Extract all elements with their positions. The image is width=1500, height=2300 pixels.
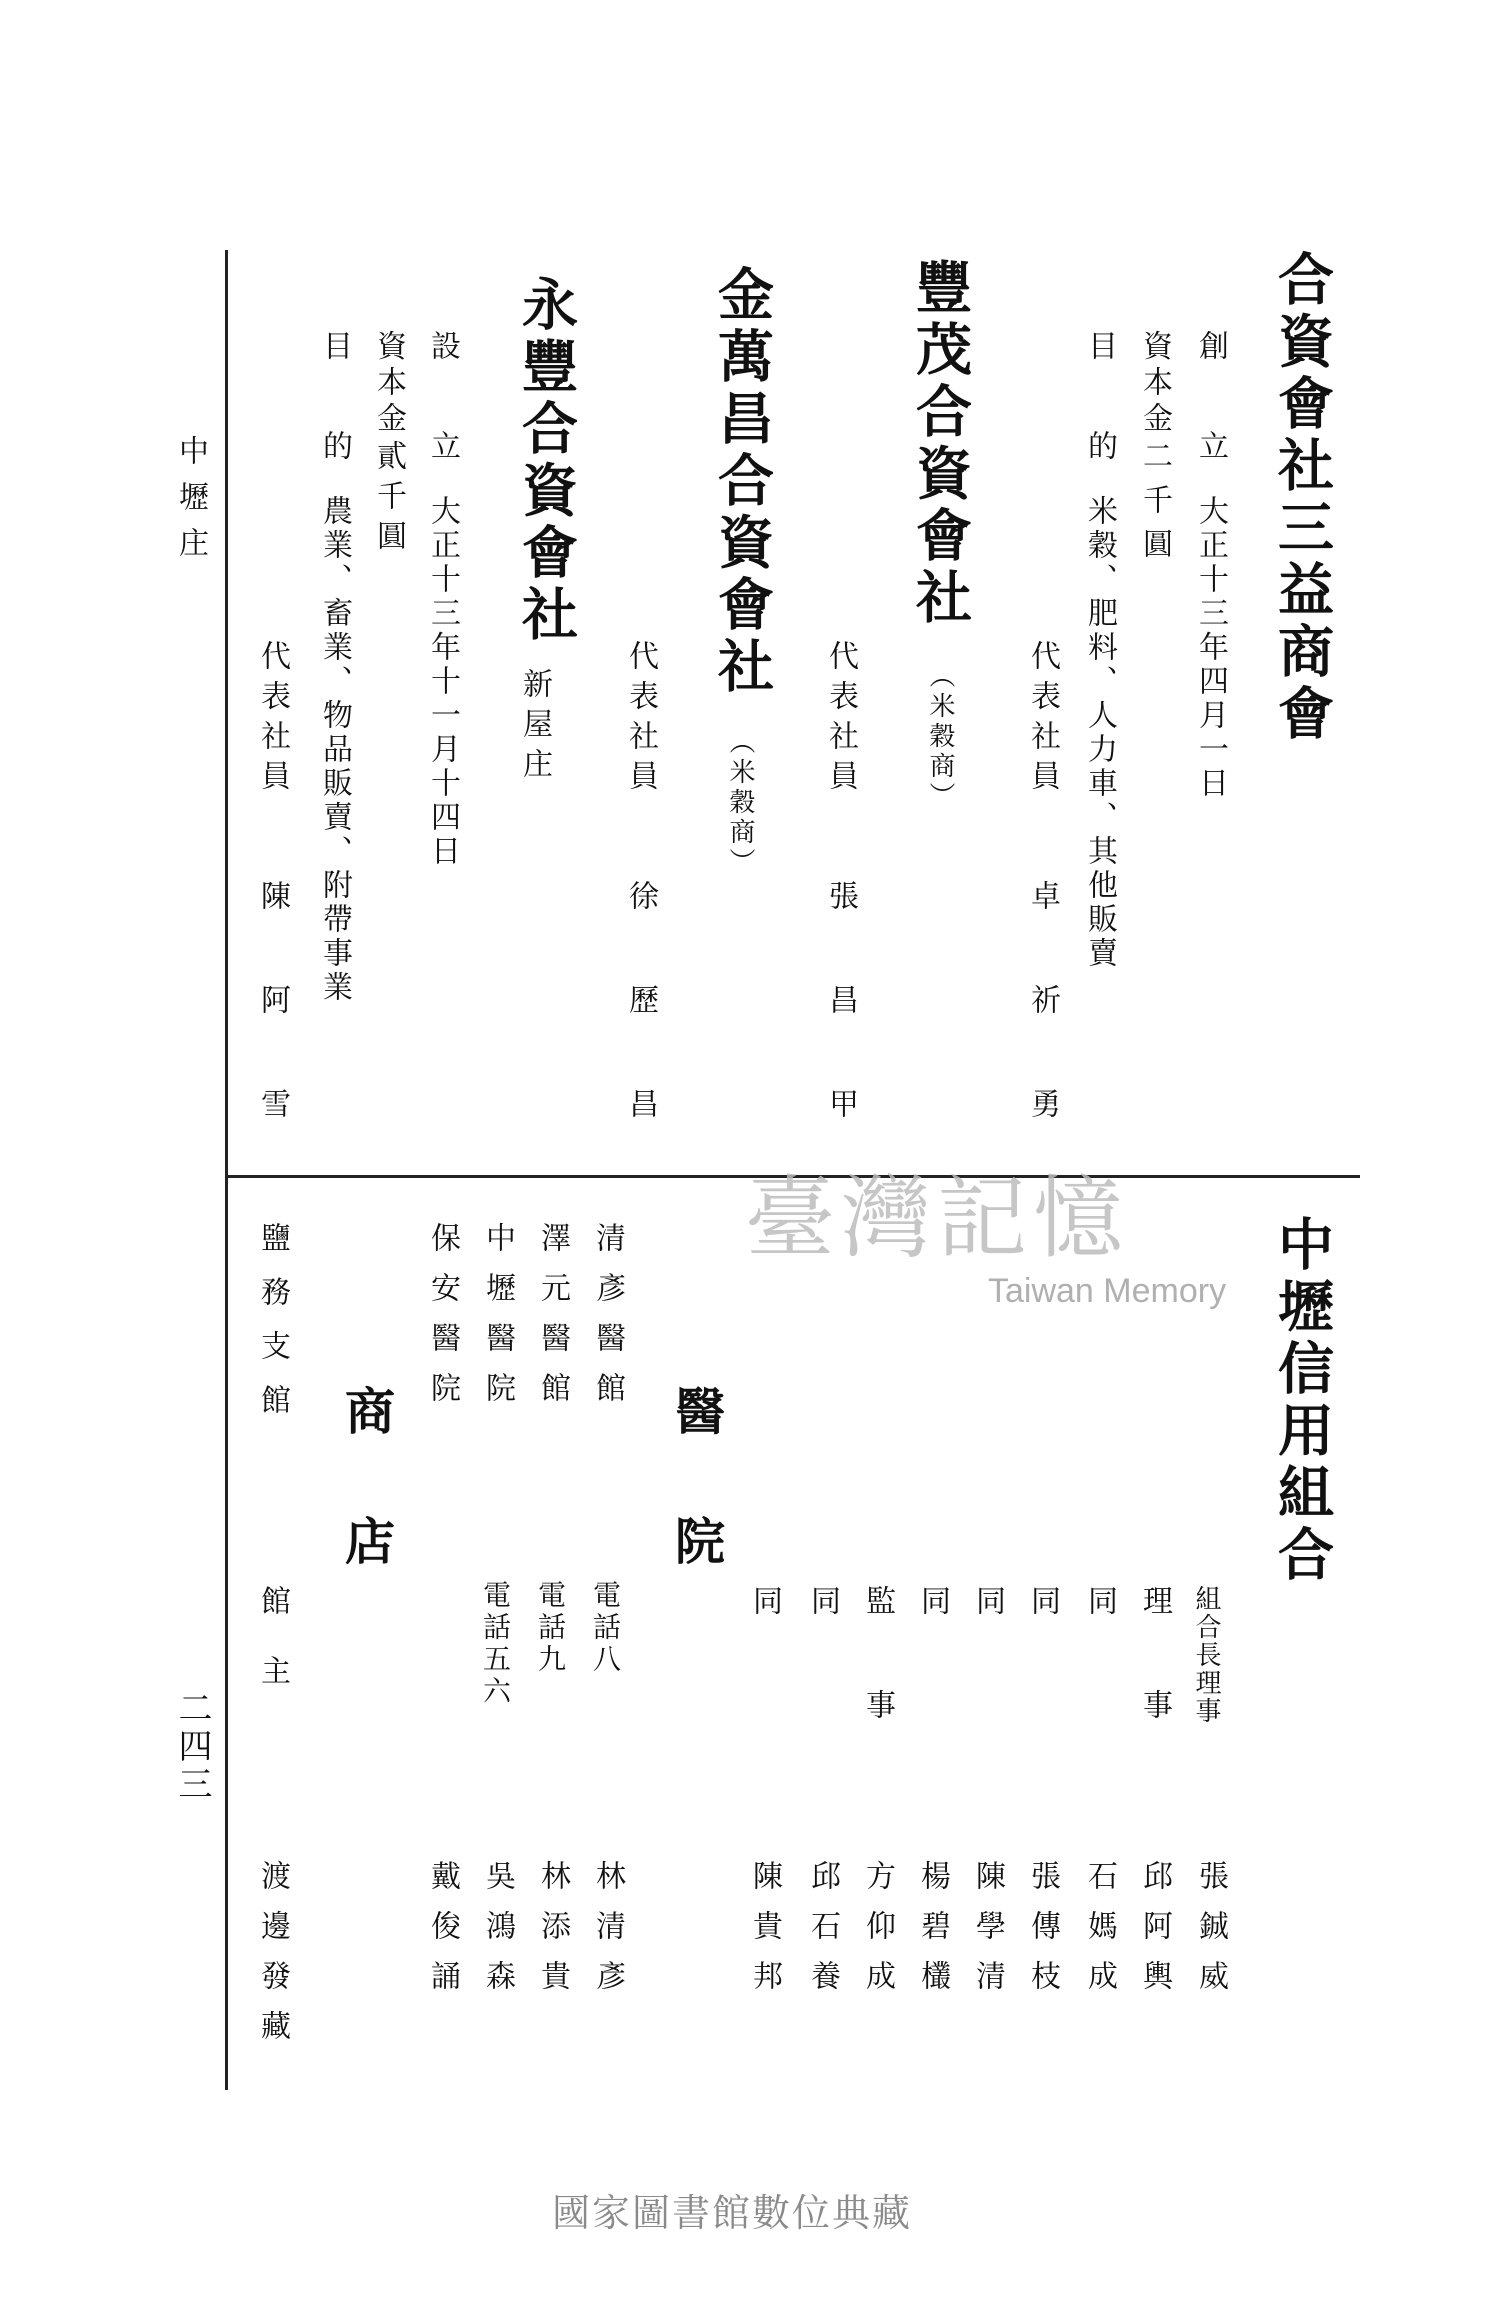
member-role: 同 — [747, 1585, 782, 1637]
shop-role: 館主 — [255, 1585, 290, 1725]
company-title: 永豐合資會社 — [513, 275, 579, 647]
representative-name: 張 昌 甲 — [823, 880, 858, 1140]
representative-label: 代表社員 — [255, 640, 290, 800]
representative-label: 代表社員 — [823, 640, 858, 800]
running-head: 中壢庄 — [173, 435, 208, 573]
hospital-person: 林添貴 — [535, 1860, 570, 2010]
founded-label: 設 立 — [425, 330, 460, 480]
member-name: 陳貴邦 — [747, 1860, 782, 2010]
hospital-person: 吳鴻森 — [480, 1860, 515, 2010]
representative-name: 卓 祈 勇 — [1025, 880, 1060, 1140]
member-role: 同 — [805, 1585, 840, 1637]
shop-person: 渡邊發藏 — [255, 1860, 290, 2060]
company-note: （米穀商） — [925, 662, 955, 812]
member-name: 方仰成 — [860, 1860, 895, 2010]
capital-label: 資本金 — [1137, 330, 1172, 438]
shop-name: 鹽務支館 — [255, 1222, 290, 1438]
member-role: 同 — [1025, 1585, 1060, 1637]
purpose-value: 農業、畜業、物品販賣、附帶事業 — [317, 495, 352, 1005]
member-name: 陳學清 — [970, 1860, 1005, 2010]
hospital-person: 戴俊誦 — [425, 1860, 460, 2010]
founded-label: 創 立 — [1193, 330, 1228, 480]
member-role: 同 — [970, 1585, 1005, 1637]
footer-credit: 國家圖書館數位典藏 — [552, 2191, 913, 2235]
hospital-name: 清彥醫館 — [590, 1222, 625, 1422]
purpose-label: 目 的 — [1082, 330, 1117, 480]
capital-label: 資本金 — [371, 330, 406, 438]
representative-label: 代表社員 — [1025, 640, 1060, 800]
company-note: （米穀商） — [725, 728, 755, 878]
hospital-name: 中壢醫院 — [480, 1222, 515, 1422]
company-location: 新屋庄 — [517, 668, 552, 788]
hospital-heading: 醫院 — [667, 1385, 726, 1645]
member-role: 組合長理事 — [1191, 1585, 1221, 1725]
founded-date: 大正十三年四月一日 — [1193, 495, 1228, 801]
member-role: 同 — [1082, 1585, 1117, 1637]
representative-name: 陳 阿 雪 — [255, 880, 290, 1140]
company-title: 豐茂合資會社 — [907, 258, 973, 630]
representative-label: 代表社員 — [623, 640, 658, 800]
hospital-name: 澤元醫館 — [535, 1222, 570, 1422]
representative-name: 徐 歷 昌 — [623, 880, 658, 1140]
member-name: 楊碧欉 — [915, 1860, 950, 2010]
page-number: 二四三 — [172, 1690, 212, 1804]
capital-value: 貳千圓 — [371, 440, 406, 560]
left-border-line — [225, 250, 228, 2090]
watermark-logo: 臺灣記憶 — [745, 1166, 1129, 1271]
member-name: 石媽成 — [1082, 1860, 1117, 2010]
hospital-phone: 電話九 — [534, 1580, 567, 1676]
hospital-person: 林清彥 — [590, 1860, 625, 2010]
member-name: 邱阿輿 — [1137, 1860, 1172, 2010]
purpose-value: 米穀、肥料、人力車、其他販賣 — [1082, 495, 1117, 971]
member-role: 理 事 — [1137, 1585, 1172, 1741]
company-title: 金萬昌合資會社 — [709, 265, 775, 699]
hospital-phone: 電話五六 — [479, 1580, 512, 1708]
capital-value: 二千圓 — [1137, 440, 1172, 572]
section-title: 中壢信用組合 — [1269, 1215, 1335, 1587]
purpose-label: 目 的 — [317, 330, 352, 480]
hospital-phone: 電話八 — [589, 1580, 622, 1676]
member-name: 張鋮威 — [1193, 1860, 1228, 2010]
founded-date: 大正十三年十一月十四日 — [425, 495, 460, 869]
member-role: 同 — [915, 1585, 950, 1637]
company-title: 合資會社三益商會 — [1269, 250, 1335, 746]
hospital-name: 保安醫院 — [425, 1222, 460, 1422]
member-name: 邱石養 — [805, 1860, 840, 2010]
member-name: 張傳枝 — [1025, 1860, 1060, 2010]
member-role: 監 事 — [860, 1585, 895, 1741]
shop-heading: 商店 — [337, 1385, 396, 1645]
watermark-caption: Taiwan Memory — [988, 1272, 1227, 1310]
